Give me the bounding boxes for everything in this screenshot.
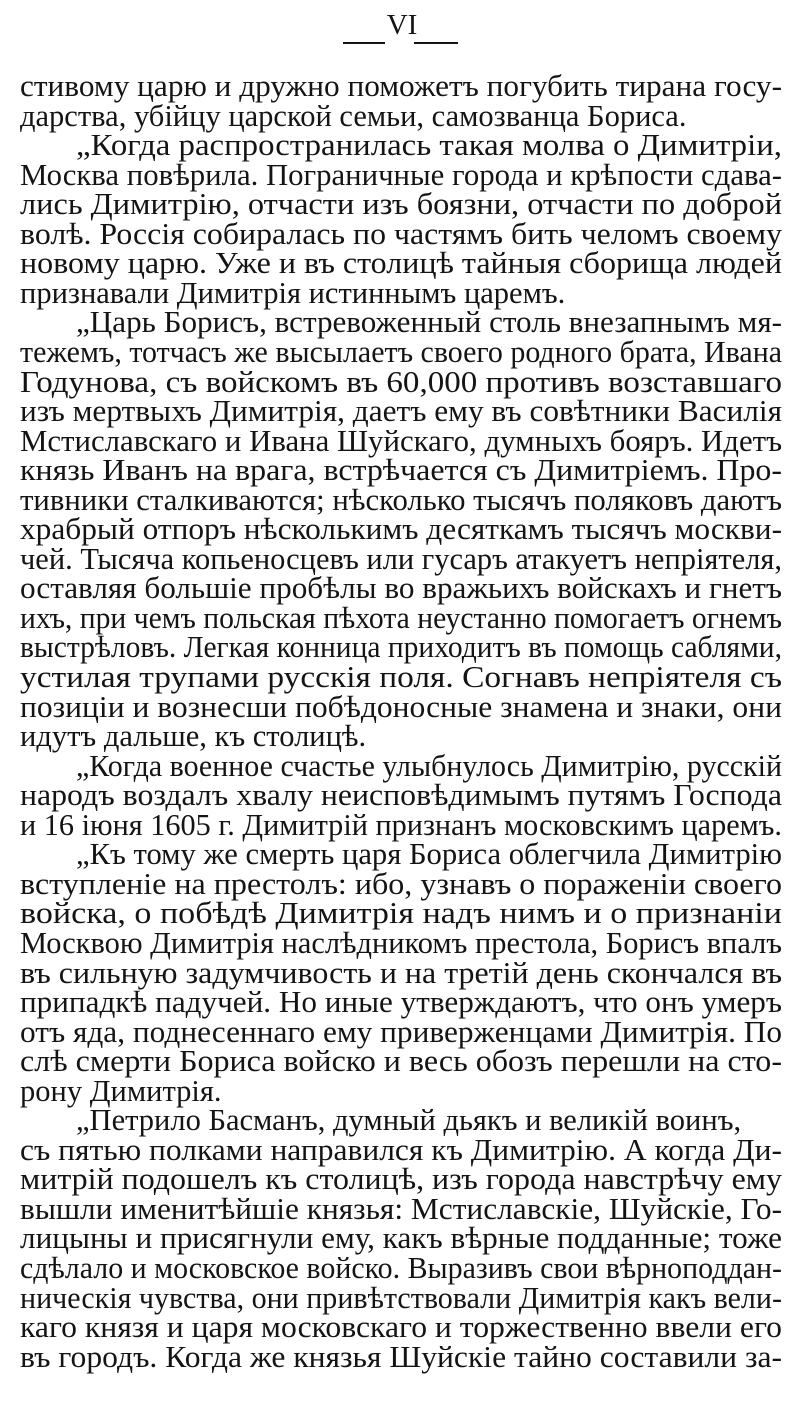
text-line: Годунова, съ войскомъ въ 60,000 противъ возставшаго (20, 364, 783, 399)
text-line: идутъ дальше, къ столицѣ. (20, 719, 367, 754)
text-line: храбрый отпоръ нѣсколькимъ десяткамъ тысячъ москви- (20, 512, 783, 547)
text-line: „Царь Борисъ, встревоженный столь внезапнымъ мя- (76, 305, 782, 340)
text-line: „Когда военное счастье улыбнулось Димитрію, русскій (76, 748, 782, 783)
text-line: вступленіе на престолъ: ибо, узнавъ о пораженіи своего (20, 866, 782, 901)
text-line: волѣ. Россія собиралась по частямъ бить челомъ своему (20, 216, 782, 251)
text-line: войска, о побѣдѣ Димитрія надъ нимъ и о признаніи (20, 896, 783, 931)
text-line: устилая трупами русскія поля. Согнавъ непріятеля съ (20, 660, 783, 694)
text-line: Москвою Димитрія наслѣдникомъ престола, Борисъ впалъ (20, 925, 783, 960)
text-line: народъ воздалъ хвалу неисповѣдимымъ путямъ Господа (20, 778, 782, 813)
text-line: тежемъ, тотчасъ же высылаетъ своего родного брата, Ивана (20, 334, 783, 369)
text-line: митрій подошелъ къ столицѣ, изъ города навстрѣчу ему (20, 1162, 782, 1197)
text-line: дарства, убійцу царской семьи, самозванца Бориса. (20, 98, 687, 133)
text-line: въ сильную задумчивость и на третій день скончался въ (20, 955, 783, 990)
text-line: тивники сталкиваются; нѣсколько тысячъ поляковъ даютъ (20, 482, 782, 517)
text-line: съ пятью полками направился къ Димитрію. А когда Ди- (20, 1132, 782, 1167)
text-line: „Петрило Басманъ, думный дьякъ и великій воинъ, (76, 1103, 742, 1138)
text-line: князь Иванъ на врага, встрѣчается съ Димитріемъ. Про- (20, 453, 783, 488)
text-line: лицыны и присягнули ему, какъ вѣрные подданные; тоже (20, 1221, 783, 1256)
text-line: изъ мертвыхъ Димитрія, даетъ ему въ совѣтники Василія (20, 394, 783, 429)
page-number: VI (386, 9, 418, 41)
text-line: лись Димитрію, отчасти изъ боязни, отчасти по доброй (20, 187, 783, 222)
text-line: рону Димитрія. (20, 1073, 222, 1108)
text-line: Мстиславскаго и Ивана Шуйскаго, думныхъ бояръ. Идетъ (20, 423, 783, 458)
text-line: сдѣлало и московское войско. Выразивъ свои вѣрноподдан- (20, 1251, 782, 1285)
text-line: стивому царю и дружно поможетъ погубить тирана госу- (20, 69, 783, 103)
text-line: ихъ, при чемъ польская пѣхота неустанно помогаетъ огнемъ (20, 600, 783, 635)
text-line: „Когда распространилась такая молва о Димитріи, (76, 128, 783, 163)
header-rule-left (343, 42, 385, 44)
text-line: отъ яда, поднесеннаго ему приверженцами Димитрія. По (20, 1014, 783, 1049)
text-line: новому царю. Уже и въ столицѣ тайныя сборища людей (20, 246, 782, 281)
text-line: Москва повѣрила. Пограничные города и крѣпости сдава- (20, 157, 782, 192)
text-line: и 16 іюня 1605 г. Димитрій признанъ московскимъ царемъ. (20, 807, 782, 842)
text-line: каго князя и царя московскаго и торжественно ввели его (20, 1310, 783, 1345)
text-line: вышли именитѣйшіе князья: Мстиславскіе, Шуйскіе, Го- (20, 1191, 783, 1226)
text-line: выстрѣловъ. Легкая конница приходитъ въ помощь саблями, (20, 630, 782, 665)
text-line: оставляя большіе пробѣлы во вражьихъ войскахъ и гнетъ (20, 571, 783, 606)
text-line: чей. Тысяча копьеносцевъ или гусаръ атакуетъ непріятеля, (20, 541, 783, 576)
text-line: въ городъ. Когда же князья Шуйскіе тайно составили за- (20, 1339, 783, 1374)
text-line: слѣ смерти Бориса войско и весь обозъ перешли на сто- (20, 1044, 782, 1079)
text-line: припадкѣ падучей. Но иные утверждаютъ, что онъ умеръ (20, 985, 783, 1020)
header-rule-right (414, 42, 458, 44)
text-line: позиціи и вознесши побѣдоносные знамена и знаки, они (20, 689, 782, 724)
text-line: ническія чувства, они привѣтствовали Димитрія какъ вели- (20, 1280, 782, 1315)
text-line: „Къ тому же смерть царя Бориса облегчила Димитрію (76, 837, 783, 872)
text-line: признавали Димитрія истиннымъ царемъ. (20, 275, 566, 310)
